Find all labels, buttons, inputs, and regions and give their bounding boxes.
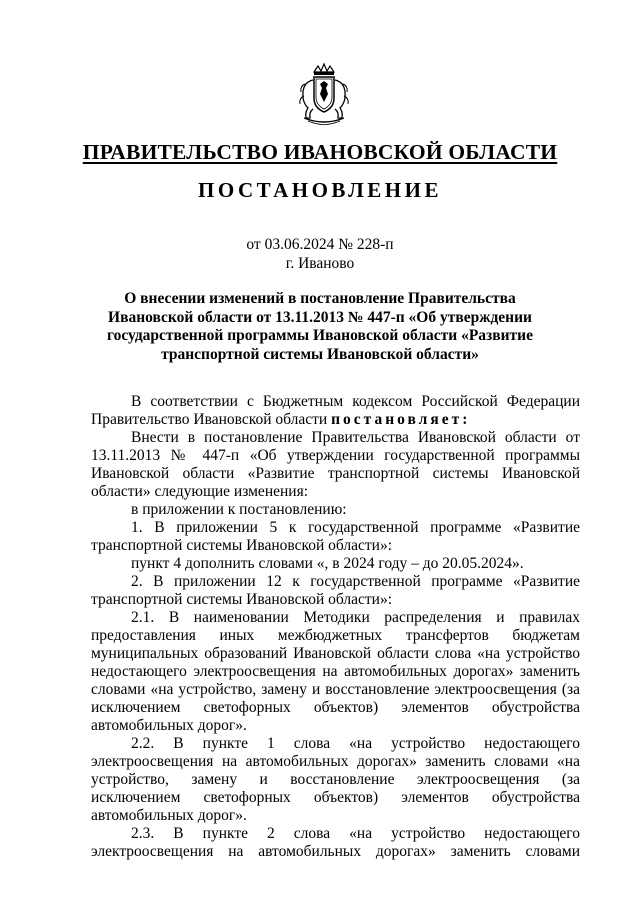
paragraph: 2.3. В пункте 2 слова «на устройство недостающего электроосвещения на автомобильных дорогах» заменить словами bbox=[91, 825, 580, 860]
paragraph: в приложении к постановлению: bbox=[131, 501, 347, 518]
paragraph: пункт 4 дополнить словами «, в 2024 году – до 20.05.2024». bbox=[131, 555, 524, 572]
document-subject: О внесении изменений в постановление Правительства Ивановской области от 13.11.2013 № 447-п «Об утверждении государственной программы Ивановской области «Развитие транспортной системы Ивановской области» bbox=[106, 290, 533, 363]
city: г. Иваново bbox=[285, 255, 355, 272]
document-body bbox=[91, 393, 580, 861]
paragraph: 2. В приложении 12 к государственной программе «Развитие транспортной системы Ивановской области»: bbox=[91, 573, 580, 608]
paragraph: 2.1. В наименовании Методики распределения и правилах предоставления иных межбюджетных трансфертов бюджетам муниципальных образований Ивановской области слова «на устройство недостающего электроосвещения на автомобильных дорогах» заменить словами «на устройство, замену и восстановление электроосвещения (за исключением светофорных объектов) элементов обустройства автомобильных дорог». bbox=[91, 609, 580, 734]
decree-word: постановляет: bbox=[331, 411, 471, 428]
paragraph: Внести в постановление Правительства Ивановской области от 13.11.2013 № 447-п «Об утверждении государственной программы Ивановской области «Развитие транспортной системы Ивановской области» следующие изменения: bbox=[91, 429, 580, 500]
paragraph: 1. В приложении 5 к государственной программе «Развитие транспортной системы Ивановской области»: bbox=[91, 519, 580, 554]
paragraph: 2.2. В пункте 1 слова «на устройство недостающего электроосвещения на автомобильных дорогах» заменить словами «на устройство, замену и восстановление электроосвещения (за исключением светофорных объектов) элементов обустройства автомобильных дорог». bbox=[91, 735, 580, 824]
document-type: ПОСТАНОВЛЕНИЕ bbox=[198, 178, 442, 202]
date-number: от 03.06.2024 № 228-п bbox=[246, 236, 394, 253]
organization-title: ПРАВИТЕЛЬСТВО ИВАНОВСКОЙ ОБЛАСТИ bbox=[82, 140, 558, 164]
ivanovo-coat-of-arms-icon bbox=[296, 62, 352, 128]
intro-text: В соответствии с Бюджетным кодексом Российской Федерации Правительство Ивановской области bbox=[91, 393, 580, 428]
intro-paragraph bbox=[91, 393, 580, 429]
